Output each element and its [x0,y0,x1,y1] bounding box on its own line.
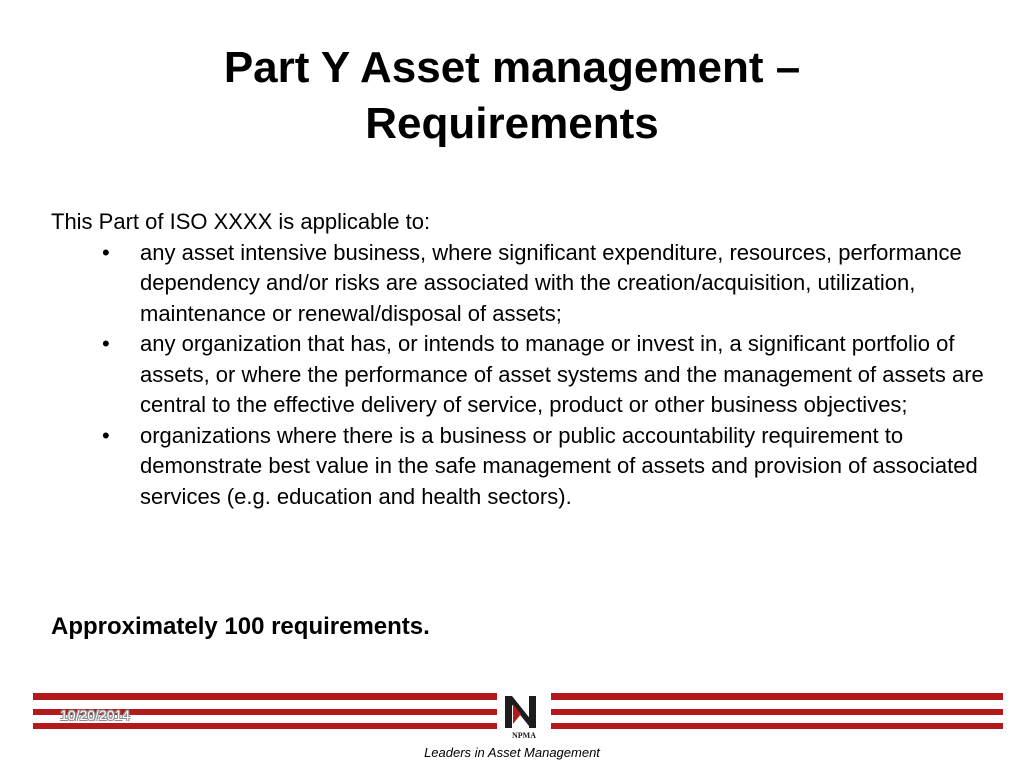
footer-stripe [551,693,1003,700]
bullet-icon: • [102,331,110,356]
footer-stripe [33,723,497,729]
footer-date: 10/20/2014 [60,707,131,723]
npma-logo-icon [499,690,549,740]
bullet-icon: • [102,422,110,448]
bullet-icon: • [102,239,110,265]
bullet-item [102,329,991,421]
bullet-list [51,238,991,513]
bullet-text: any asset intensive business, where significant expenditure, resources, performance dependency and/or risks are associated with the creation/acquisition, utilization, maintenance or renewal/disposal of assets; [140,239,962,326]
slide-body [51,207,991,512]
bullet-text: any organization that has, or intends to manage or invest in, a significant portfolio of assets, or where the performance of asset systems and the management of assets are central to the effective delivery of service, product or other business objectives; [140,331,984,417]
footer-stripe [551,723,1003,729]
bullet-item [102,421,991,513]
bullet-text: organizations where there is a business or public accountability requirement to demonstrate best value in the safe management of assets and provision of associated services (e.g. education and health sectors). [140,422,978,509]
logo-text: NPMA [512,731,536,740]
footer-tagline: Leaders in Asset Management [424,745,600,760]
slide-title-line-2: Requirements [365,99,659,148]
footer-stripe [551,709,1003,715]
footer-stripe [33,693,497,700]
conclusion-text: Approximately 100 requirements. [51,613,430,640]
intro-text: This Part of ISO XXXX is applicable to: [51,209,431,234]
slide-title-line-1: Part Y Asset management – [223,43,801,92]
bullet-item [102,238,991,330]
slide-title [0,40,1024,152]
